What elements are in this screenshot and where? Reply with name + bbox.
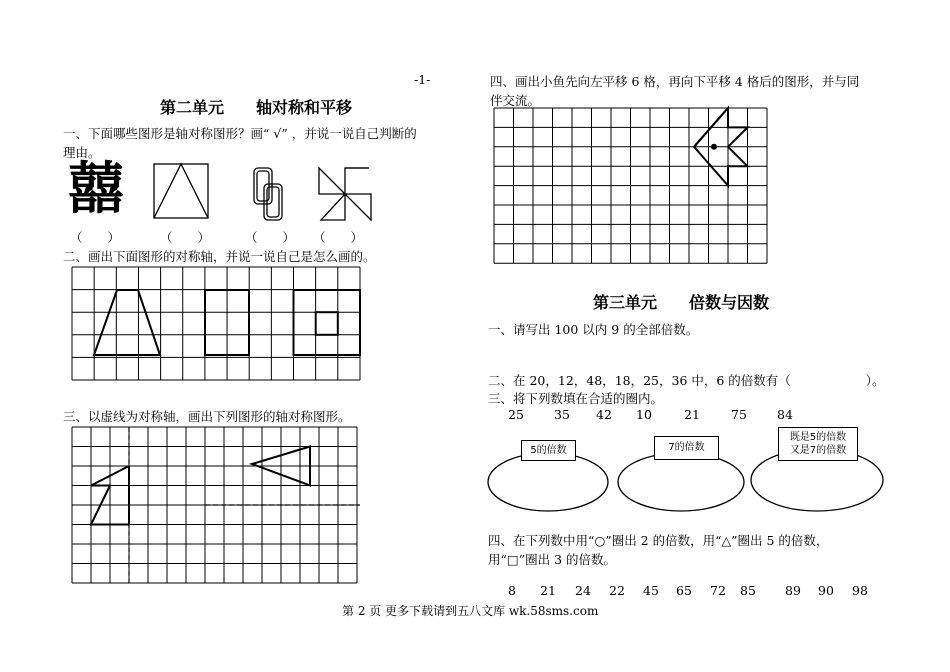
outer-square-figure bbox=[294, 290, 361, 355]
unit3-question-4-text-cont: 用“□”圈出 3 的倍数。 bbox=[488, 552, 616, 567]
square-triangle-figure bbox=[150, 160, 220, 222]
number-24[interactable]: 24 bbox=[575, 583, 591, 598]
label-multiples-of-5-and-7 bbox=[778, 427, 858, 461]
question-2-text: 二、画出下面图形的对称轴，并说一说自己是怎么画的。 bbox=[63, 249, 376, 264]
number-25: 25 bbox=[508, 407, 524, 422]
label-multiples-of-7: 7的倍数 bbox=[654, 436, 719, 460]
fish-translation-grid[interactable] bbox=[494, 108, 774, 268]
number-42: 42 bbox=[596, 407, 612, 422]
number-22[interactable]: 22 bbox=[609, 583, 625, 598]
fish-eye bbox=[711, 144, 717, 150]
answer-blank-4[interactable]: （ ） bbox=[313, 230, 364, 245]
number-75: 75 bbox=[731, 407, 747, 422]
answer-blank-3[interactable]: （ ） bbox=[245, 230, 296, 245]
number-72[interactable]: 72 bbox=[710, 583, 726, 598]
inner-square-figure bbox=[316, 312, 338, 335]
unit2-title: 第二单元 轴对称和平移 bbox=[160, 98, 353, 117]
answer-blank-2[interactable]: （ ） bbox=[160, 230, 211, 245]
number-90[interactable]: 90 bbox=[818, 583, 834, 598]
question-2-grid[interactable] bbox=[72, 267, 362, 397]
number-84: 84 bbox=[777, 407, 793, 422]
number-89[interactable]: 89 bbox=[785, 583, 801, 598]
page-number: -1- bbox=[414, 72, 431, 87]
number-35: 35 bbox=[554, 407, 570, 422]
unit3-question-3-text: 三、将下列数填在合适的圈内。 bbox=[488, 391, 664, 406]
question-3-grid[interactable] bbox=[72, 427, 364, 589]
number-65[interactable]: 65 bbox=[676, 583, 692, 598]
unit3-question-1-text: 一、请写出 100 以内 9 的全部倍数。 bbox=[488, 322, 699, 337]
number-21[interactable]: 21 bbox=[540, 583, 556, 598]
number-98[interactable]: 98 bbox=[852, 583, 868, 598]
question-1-text-cont: 理由。 bbox=[63, 145, 101, 160]
number-45[interactable]: 45 bbox=[643, 583, 659, 598]
number-85[interactable]: 85 bbox=[740, 583, 756, 598]
number-21: 21 bbox=[684, 407, 700, 422]
number-10: 10 bbox=[636, 407, 652, 422]
question-4-text-cont: 伴交流。 bbox=[490, 93, 541, 108]
question-1-text: 一、下面哪些图形是轴对称图形？画“ √” ，并说一说自己判断的 bbox=[63, 126, 417, 141]
pinwheel-figure bbox=[315, 160, 377, 226]
label-multiples-of-5: 5的倍数 bbox=[521, 440, 576, 461]
number-8[interactable]: 8 bbox=[508, 583, 516, 598]
label-line-2: 又是7的倍数 bbox=[789, 445, 847, 456]
unit3-question-4-text: 四、在下列数中用“○”圈出 2 的倍数，用“△”圈出 5 的倍数， bbox=[488, 533, 829, 548]
unit3-question-2-text: 二、在 20，12，48，18，25，36 中，6 的倍数有（ ）。 bbox=[488, 373, 885, 388]
label-line-1: 既是5的倍数 bbox=[789, 432, 847, 443]
question-4-text: 四、画出小鱼先向左平移 6 格，再向下平移 4 格后的图形，并与同 bbox=[490, 74, 860, 89]
linked-rectangles-figure bbox=[248, 160, 298, 226]
answer-blank-1[interactable]: （ ） bbox=[70, 230, 121, 245]
footer-text: 第 2 页 更多下载请到五八文库 wk.58sms.com bbox=[342, 604, 599, 618]
double-happiness-figure: 囍 bbox=[68, 157, 118, 222]
question-3-text: 三、以虚线为对称轴，画出下列图形的轴对称图形。 bbox=[63, 409, 351, 424]
unit3-title: 第三单元 倍数与因数 bbox=[593, 293, 770, 312]
trapezoid-figure bbox=[94, 290, 160, 355]
